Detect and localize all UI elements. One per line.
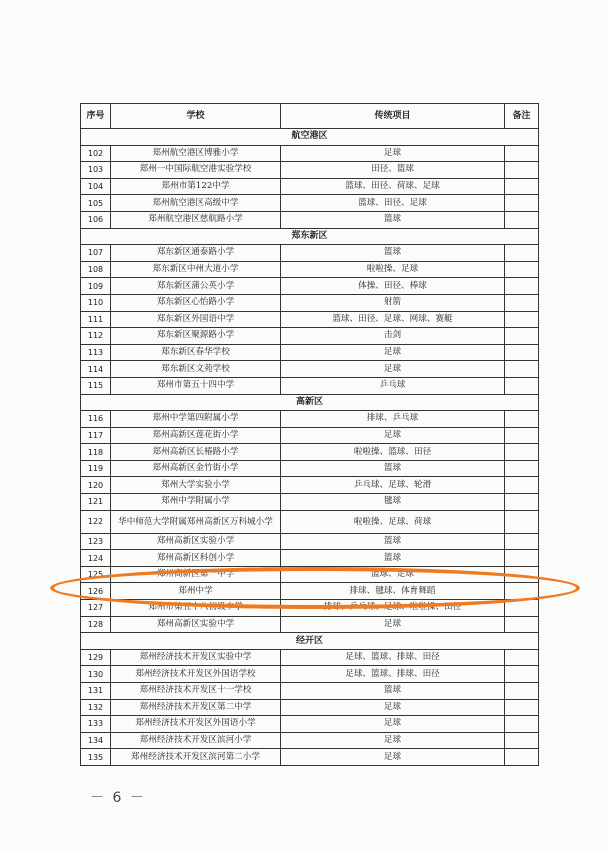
header-sports: 传统项目 [281, 104, 505, 129]
table-row [81, 616, 539, 633]
remark-cell [505, 566, 539, 583]
remark-cell [505, 683, 539, 700]
school-name: 郑州航空港区慈航路小学 [111, 211, 281, 228]
row-number: 117 [81, 427, 111, 444]
remark-cell [505, 699, 539, 716]
table-row [81, 211, 539, 228]
school-name: 郑州经济技术开发区滨河第二小学 [111, 749, 281, 766]
remark-cell [505, 444, 539, 461]
school-name: 郑东新区春华学校 [111, 344, 281, 361]
remark-cell [505, 749, 539, 766]
school-table [80, 103, 539, 766]
school-name: 郑州高新区长椿路小学 [111, 444, 281, 461]
school-name: 郑州航空港区博雅小学 [111, 145, 281, 162]
remark-cell [505, 294, 539, 311]
sports-items: 足球 [281, 732, 505, 749]
remark-cell [505, 361, 539, 378]
table-row [81, 732, 539, 749]
school-name: 郑州大学实验小学 [111, 477, 281, 494]
row-number: 121 [81, 494, 111, 511]
sports-items: 击剑 [281, 328, 505, 345]
sports-items: 啦啦操、足球 [281, 261, 505, 278]
remark-cell [505, 550, 539, 567]
row-number: 134 [81, 732, 111, 749]
sports-items: 田径、篮球 [281, 162, 505, 179]
school-name: 郑东新区文苑学校 [111, 361, 281, 378]
row-number: 122 [81, 510, 111, 533]
sports-items: 篮球 [281, 533, 505, 550]
row-number: 129 [81, 649, 111, 666]
remark-cell [505, 600, 539, 617]
sports-items: 篮球、田径、荷球、足球 [281, 178, 505, 195]
sports-items: 篮球 [281, 550, 505, 567]
row-number: 111 [81, 311, 111, 328]
table-row [81, 311, 539, 328]
table-row [81, 683, 539, 700]
row-number: 131 [81, 683, 111, 700]
row-number: 125 [81, 566, 111, 583]
table-row [81, 666, 539, 683]
sports-items: 啦啦操、足球、荷球 [281, 510, 505, 533]
sports-items: 足球 [281, 427, 505, 444]
section-row [81, 129, 539, 146]
section-title: 经开区 [81, 633, 539, 650]
row-number: 116 [81, 411, 111, 428]
table-body [81, 129, 539, 766]
row-number: 102 [81, 145, 111, 162]
header-remark: 备注 [505, 104, 539, 129]
school-name [111, 510, 281, 533]
school-name: 郑州经济技术开发区实验中学 [111, 649, 281, 666]
table-row [81, 427, 539, 444]
remark-cell [505, 162, 539, 179]
school-name: 郑东新区心怡路小学 [111, 294, 281, 311]
table-row [81, 162, 539, 179]
row-number: 115 [81, 377, 111, 394]
table-row [81, 716, 539, 733]
remark-cell [505, 649, 539, 666]
table-row [81, 550, 539, 567]
table-row [81, 600, 539, 617]
table-row [81, 178, 539, 195]
school-name: 郑州经济技术开发区滨河小学 [111, 732, 281, 749]
table-row [81, 444, 539, 461]
school-name-text: 华中师范大学附属郑州高新区万科城小学 [118, 516, 273, 527]
table-row [81, 361, 539, 378]
remark-cell [505, 178, 539, 195]
sports-items: 足球 [281, 749, 505, 766]
remark-cell [505, 510, 539, 533]
section-title: 高新区 [81, 394, 539, 411]
row-number: 123 [81, 533, 111, 550]
row-number: 110 [81, 294, 111, 311]
section-row [81, 633, 539, 650]
table-row [81, 278, 539, 295]
school-name: 郑东新区中州大道小学 [111, 261, 281, 278]
table-row [81, 145, 539, 162]
sports-items: 篮球、足球 [281, 566, 505, 583]
remark-cell [505, 583, 539, 600]
table-row [81, 583, 539, 600]
sports-items: 排球、乒乓球、足球、啦啦操、田径 [281, 600, 505, 617]
row-number: 112 [81, 328, 111, 345]
remark-cell [505, 311, 539, 328]
sports-items: 射箭 [281, 294, 505, 311]
sports-items: 篮球、田径、足球、网球、赛艇 [281, 311, 505, 328]
remark-cell [505, 716, 539, 733]
remark-cell [505, 533, 539, 550]
sports-items: 足球 [281, 699, 505, 716]
remark-cell [505, 211, 539, 228]
row-number: 104 [81, 178, 111, 195]
table-row [81, 477, 539, 494]
remark-cell [505, 328, 539, 345]
table-row [81, 566, 539, 583]
school-name: 郑州经济技术开发区外国语小学 [111, 716, 281, 733]
sports-items: 足球 [281, 616, 505, 633]
school-name: 郑东新区通泰路小学 [111, 245, 281, 262]
table-row [81, 377, 539, 394]
sports-items: 乒乓球 [281, 377, 505, 394]
table-row [81, 294, 539, 311]
sports-items: 足球 [281, 344, 505, 361]
row-number: 103 [81, 162, 111, 179]
sports-items: 篮球 [281, 245, 505, 262]
sports-items: 篮球、田径、足球 [281, 195, 505, 212]
sports-items: 足球、篮球、排球、田径 [281, 666, 505, 683]
row-number: 132 [81, 699, 111, 716]
row-number: 109 [81, 278, 111, 295]
school-name: 郑州高新区实验中学 [111, 616, 281, 633]
table-row [81, 494, 539, 511]
school-name: 郑州高新区金竹街小学 [111, 460, 281, 477]
row-number: 119 [81, 460, 111, 477]
school-name: 郑州市第122中学 [111, 178, 281, 195]
remark-cell [505, 732, 539, 749]
row-number: 133 [81, 716, 111, 733]
row-number: 108 [81, 261, 111, 278]
table-row [81, 245, 539, 262]
school-name: 郑州经济技术开发区十一学校 [111, 683, 281, 700]
sports-items: 篮球 [281, 211, 505, 228]
remark-cell [505, 261, 539, 278]
sports-items: 排球、毽球、体育舞蹈 [281, 583, 505, 600]
school-name: 郑州中学 [111, 583, 281, 600]
remark-cell [505, 460, 539, 477]
school-name: 郑州市第五十八初级中学 [111, 600, 281, 617]
row-number: 127 [81, 600, 111, 617]
remark-cell [505, 666, 539, 683]
sports-items: 足球 [281, 716, 505, 733]
school-name: 郑州高新区科创小学 [111, 550, 281, 567]
school-name: 郑东新区外国语中学 [111, 311, 281, 328]
sports-items: 体操、田径、棒球 [281, 278, 505, 295]
row-number: 126 [81, 583, 111, 600]
remark-cell [505, 411, 539, 428]
table-row [81, 411, 539, 428]
school-name: 郑州市第五十四中学 [111, 377, 281, 394]
remark-cell [505, 494, 539, 511]
table-row [81, 510, 539, 533]
page-number: － 6 － [90, 790, 146, 806]
school-name: 郑州经济技术开发区外国语学校 [111, 666, 281, 683]
row-number: 105 [81, 195, 111, 212]
remark-cell [505, 427, 539, 444]
remark-cell [505, 195, 539, 212]
row-number: 128 [81, 616, 111, 633]
sports-items: 足球、篮球、排球、田径 [281, 649, 505, 666]
table-row [81, 749, 539, 766]
table-header-row [81, 104, 539, 129]
school-name: 郑州高新区实验小学 [111, 533, 281, 550]
row-number: 113 [81, 344, 111, 361]
table-row [81, 195, 539, 212]
row-number: 107 [81, 245, 111, 262]
table-row [81, 649, 539, 666]
row-number: 124 [81, 550, 111, 567]
sports-items: 乒乓球、足球、轮滑 [281, 477, 505, 494]
section-title: 航空港区 [81, 129, 539, 146]
school-name: 郑州一中国际航空港实验学校 [111, 162, 281, 179]
table-row [81, 328, 539, 345]
school-name: 郑州中学附属小学 [111, 494, 281, 511]
row-number: 118 [81, 444, 111, 461]
sports-items: 足球 [281, 361, 505, 378]
school-name: 郑州高新区第一中学 [111, 566, 281, 583]
table-row [81, 460, 539, 477]
header-school: 学校 [111, 104, 281, 129]
remark-cell [505, 477, 539, 494]
table-row [81, 699, 539, 716]
school-name: 郑州经济技术开发区第二中学 [111, 699, 281, 716]
sports-items: 毽球 [281, 494, 505, 511]
remark-cell [505, 377, 539, 394]
table-row [81, 261, 539, 278]
remark-cell [505, 344, 539, 361]
sports-items: 篮球 [281, 683, 505, 700]
school-name: 郑东新区蒲公英小学 [111, 278, 281, 295]
section-row [81, 394, 539, 411]
section-row [81, 228, 539, 245]
row-number: 106 [81, 211, 111, 228]
sports-items: 排球、乒乓球 [281, 411, 505, 428]
section-title: 郑东新区 [81, 228, 539, 245]
table-row [81, 344, 539, 361]
school-name: 郑州航空港区高级中学 [111, 195, 281, 212]
header-no: 序号 [81, 104, 111, 129]
row-number: 130 [81, 666, 111, 683]
sports-items: 足球 [281, 145, 505, 162]
school-name: 郑州中学第四附属小学 [111, 411, 281, 428]
remark-cell [505, 278, 539, 295]
row-number: 120 [81, 477, 111, 494]
remark-cell [505, 616, 539, 633]
remark-cell [505, 145, 539, 162]
table-row [81, 533, 539, 550]
sports-items: 篮球 [281, 460, 505, 477]
school-name: 郑东新区聚源路小学 [111, 328, 281, 345]
row-number: 114 [81, 361, 111, 378]
sports-items: 啦啦操、篮球、田径 [281, 444, 505, 461]
remark-cell [505, 245, 539, 262]
school-name: 郑州高新区莲花街小学 [111, 427, 281, 444]
row-number: 135 [81, 749, 111, 766]
